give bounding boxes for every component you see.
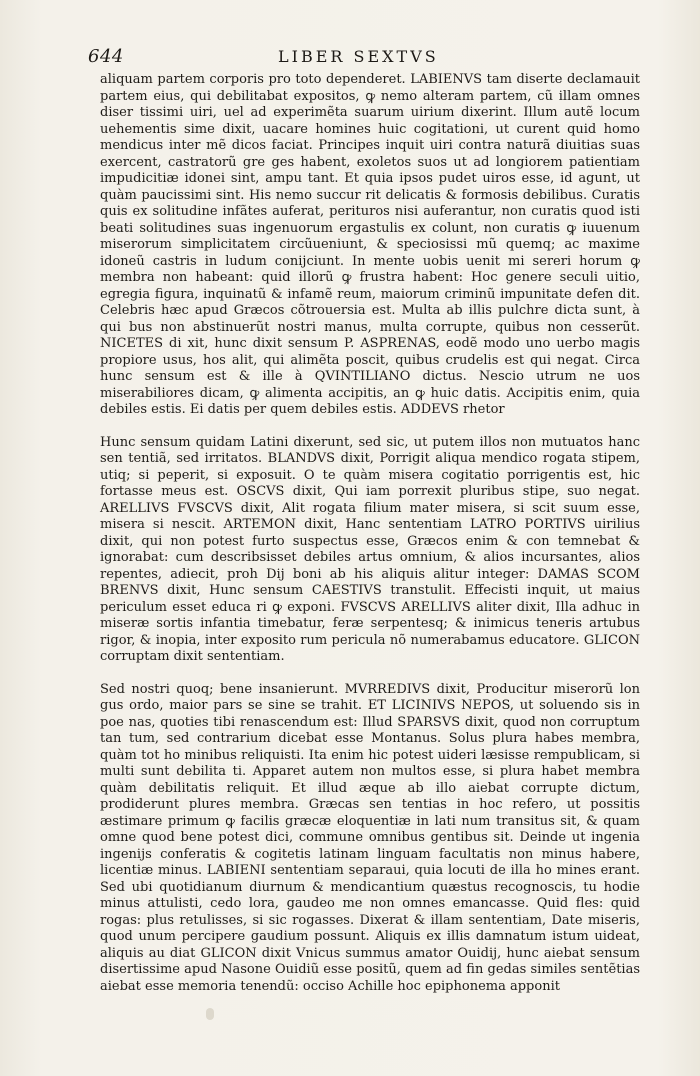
body-text	[100, 72, 640, 995]
paragraph-3: Sed nostri quoq; bene insanierunt. MVRREDIVS dixit, Producitur miserorũ lon gus ordo, maior pars se sine se trahit. ET LICINIVS NEPOS, ut soluendo sis in poe nas, quoties tibi renascendum est: Illud SPARSVS dixit, quod non corruptum tan tum, sed contrarium dicebat esse Montanus. Solus plura habes membra, quàm tot ho minibus reliquisti. Ita enim hic potest uideri læsisse rempublicam, si multi sunt debilita ti. Apparet autem non multos esse, si plura habet membra quàm debilitatis reliquit. Et illud æque ab illo aiebat corrupte dictum, prodiderunt plures membra. Græcas sen tentias in hoc refero, ut possitis æstimare primum ꝙ facilis græcæ eloquentiæ in lati num transitus sit, & quam omne quod bene potest dici, commune omnibus gentibus sit. Deinde ut ingenia ingenijs conferatis & cogitetis latinam linguam facultatis non minus habere, licentiæ minus. LABIENI sententiam separaui, quia locuti de illa ho mines erant. Sed ubi quotidianum diurnum & mendicantium quæstus recognoscis, tu hodie minus attulisti, cedo lora, gaudeo me non omnes emancasse. Quid fles: quid rogas: plus retulisses, si sic rogasses. Dixerat & illam sententiam, Date miseris, quod unum percipere gaudium possunt. Aliquis ex illis damnatum istum uideat, aliquis au diat GLICON dixit Vnicus summus amator Ouidij, hunc aiebat sensum disertissime apud Nasone Ouidiũ esse positũ, quem ad fin gedas similes sentẽtias aiebat esse memoria tenendũ: occiso Achille hoc epiphonema apponit	[100, 681, 640, 994]
paragraph-2: Hunc sensum quidam Latini dixerunt, sed sic, ut putem illos non mutuatos hanc sen tentiã, sed irritatos. BLANDVS dixit, Porrigit aliqua mendico rogata stipem, utiq; si peperit, si exposuit. O te quàm misera cogitatio porrigentis est, hic fortasse meus est. OSCVS dixit, Qui iam porrexit pluribus stipe, suo negat. ARELLIVS FVSCVS dixit, Alit rogata filium mater misera, si scit suum esse, misera si nescit. ARTEMON dixit, Hanc sententiam LATRO PORTIVS uirilius dixit, qui non potest furto suspectus esse, Græcos enim & con temnebat & ignorabat: cum describsisset debiles artus omnium, & alios incursantes, alios repentes, adiecit, proh Dij boni ab his aliquis alitur integer: DAMAS SCOM BRENVS dixit, Hunc sensum CAESTIVS transtulit. Effecisti inquit, ut maius periculum esset educa ri ꝙ exponi. FVSCVS ARELLIVS aliter dixit, Illa adhuc in miseræ sortis infantia timebatur, feræ serpentesq; & inimicus teneris artubus rigor, & inopia, inter exposito rum pericula nõ numerabamus educatore. GLICON corruptam dixit sententiam.	[100, 434, 640, 664]
page-number: 644	[88, 46, 124, 67]
paper-hole-mark	[206, 1008, 214, 1020]
page-header	[88, 46, 648, 68]
running-head: LIBER SEXTVS	[278, 47, 439, 66]
paragraph-1: aliquam partem corporis pro toto dependeret. LABIENVS tam diserte declamauit partem eius, qui debilitabat expositos, ꝙ nemo alteram partem, cũ illam omnes diser tissimi uiri, uel ad experimẽta suarum uirium dixerint. Illum autẽ locum uehementis sime dixit, uacare homines huic cogitationi, ut curent quid homo mendicus inter mẽ dicos faciat. Principes inquit uiri contra naturã diuitias suas exercent, castratorũ gre ges habent, exoletos suos ut ad longiorem patientiam impudicitiæ idonei sint, ampu tant. Et quia ipsos pudet uiros esse, id agunt, ut quàm paucissimi sint. His nemo succur rit delicatis & formosis debilibus. Curatis quis ex solitudine infãtes auferat, perituros nisi auferantur, non curatis quod isti beati solitudines suas ingenuorum ergastulis ex colunt, non curatis ꝙ iuuenum miserorum simplicitatem circũueniunt, & speciosissi mũ quemq; ac maxime idoneũ castris in ludum conijciunt. In mente uobis uenit mi sereri horum ꝙ membra non habeant: quid illorũ ꝙ frustra habent: Hoc genere seculi uitio, egregia figura, inquinatũ & infamẽ reum, maiorum criminũ impunitate defen dit. Celebris hæc apud Græcos cõtrouersia est. Multa ab illis pulchre dicta sunt, à qui bus non abstinuerũt nostri manus, multa corrupte, quibus non cesserũt. NICETES di xit, hunc dixit sensum P. ASPRENAS, eodẽ modo uno uerbo magis propiore usus, hos alit, qui alimẽta poscit, quibus crudelis est qui negat. Circa hunc sensum est & ille à QVINTILIANO dictus. Nescio utrum ne uos miserabiliores dicam, ꝙ alimenta accipitis, an ꝙ huic datis. Accipitis enim, quia debiles estis. Ei datis per quem debiles estis. ADDEVS rhetor	[100, 72, 640, 417]
